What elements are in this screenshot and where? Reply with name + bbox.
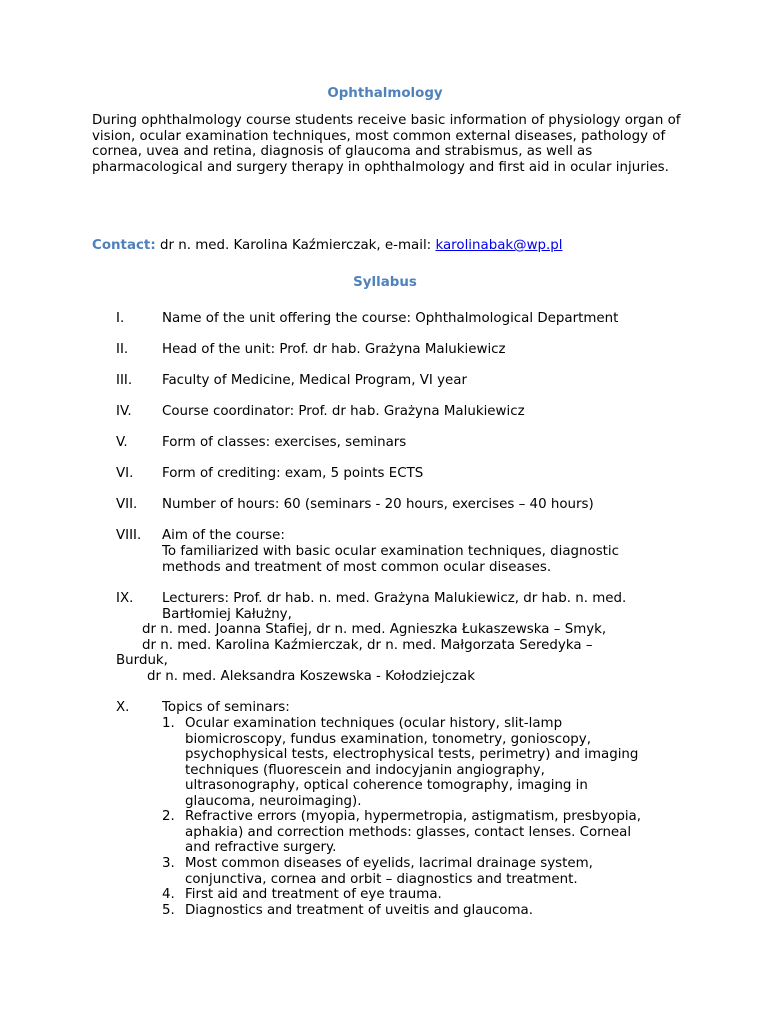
item-number: VI. — [116, 466, 134, 481]
intro-paragraph: During ophthalmology course students receive basic information of physiology organ of vision, ocular examination techniques, most common external diseases, pathology of cornea, uvea and retina, diagnosis of glaucoma and strabismus, as well as pharmacological and surgery therapy in ophthalmology and first aid in ocular injuries. — [92, 113, 681, 175]
topic-line: psychophysical tests, electrophysical tests, perimetry) and imaging — [185, 747, 639, 763]
contact-email-link[interactable]: karolinabak@wp.pl — [435, 238, 563, 253]
topic-number: 4. — [162, 887, 175, 902]
aim-line: Aim of the course: — [162, 528, 285, 543]
topic-number: 3. — [162, 856, 175, 871]
item-text: Form of classes: exercises, seminars — [162, 435, 407, 450]
topic-number: 2. — [162, 809, 175, 824]
topic-line: biomicroscopy, fundus examination, tonometry, gonioscopy, — [185, 731, 591, 747]
item-number: III. — [116, 373, 133, 388]
topic-text — [185, 809, 675, 856]
item-number: VIII. — [116, 528, 142, 543]
item-text: Faculty of Medicine, Medical Program, VI year — [162, 373, 467, 388]
topic-text — [185, 716, 675, 810]
topics-heading: Topics of seminars: — [162, 700, 290, 715]
item-text: Number of hours: 60 (seminars - 20 hours, exercises – 40 hours) — [162, 497, 594, 512]
topic-line: techniques (fluorescein and indocyjanin angiography, — [185, 762, 545, 778]
lecturers-line: dr n. med. Karolina Kaźmierczak, dr n. med. Małgorzata Seredyka – — [142, 638, 593, 653]
item-number: V. — [116, 435, 128, 450]
topic-line: Refractive errors (myopia, hypermetropia, astigmatism, presbyopia, — [185, 809, 642, 824]
topic-number: 1. — [162, 716, 175, 731]
item-number: VII. — [116, 497, 138, 512]
contact-text: dr n. med. Karolina Kaźmierczak, e-mail: — [155, 238, 436, 253]
topic-number: 5. — [162, 903, 175, 918]
lecturers-line: Bartłomiej Kałużny, — [162, 607, 292, 622]
topic-line: Diagnostics and treatment of uveitis and glaucoma. — [185, 903, 533, 918]
item-text: Name of the unit offering the course: Ophthalmological Department — [162, 311, 619, 326]
lecturers-line: dr n. med. Joanna Stafiej, dr n. med. Agnieszka Łukaszewska – Smyk, — [142, 622, 607, 637]
lecturers-line: dr n. med. Aleksandra Koszewska - Kołodziejczak — [147, 669, 475, 684]
item-number: X. — [116, 700, 130, 715]
item-text: Head of the unit: Prof. dr hab. Grażyna Malukiewicz — [162, 342, 506, 357]
topic-line: Ocular examination techniques (ocular history, slit-lamp — [185, 716, 563, 731]
topic-text — [185, 887, 675, 903]
contact-label: Contact: — [92, 238, 156, 253]
lecturers-line: Burduk, — [116, 653, 168, 668]
topic-line: ultrasonography, optical coherence tomography, imaging in — [185, 778, 588, 794]
topic-line: First aid and treatment of eye trauma. — [185, 887, 442, 902]
topic-text — [185, 903, 675, 919]
contact-line — [92, 238, 563, 254]
topic-text — [185, 856, 675, 887]
lecturers-line: Lecturers: Prof. dr hab. n. med. Grażyna Malukiewicz, dr hab. n. med. — [162, 591, 627, 606]
aim-line: To familiarized with basic ocular examination techniques, diagnostic — [162, 544, 620, 559]
item-text: Form of crediting: exam, 5 points ECTS — [162, 466, 424, 481]
topic-line: and refractive surgery. — [185, 840, 337, 856]
topic-line: Most common diseases of eyelids, lacrimal drainage system, — [185, 856, 593, 871]
item-number: I. — [116, 311, 125, 326]
item-number: IV. — [116, 404, 132, 419]
item-number: II. — [116, 342, 129, 357]
page-title: Ophthalmology — [327, 86, 443, 101]
aim-line: methods and treatment of most common ocular diseases. — [162, 560, 552, 575]
topic-line: glaucoma, neuroimaging). — [185, 793, 362, 809]
syllabus-title: Syllabus — [353, 275, 417, 290]
item-text: Course coordinator: Prof. dr hab. Grażyna Malukiewicz — [162, 404, 525, 419]
topic-line: aphakia) and correction methods: glasses, contact lenses. Corneal — [185, 824, 632, 840]
item-number: IX. — [116, 591, 134, 606]
topic-line: conjunctiva, cornea and orbit – diagnostics and treatment. — [185, 871, 578, 887]
